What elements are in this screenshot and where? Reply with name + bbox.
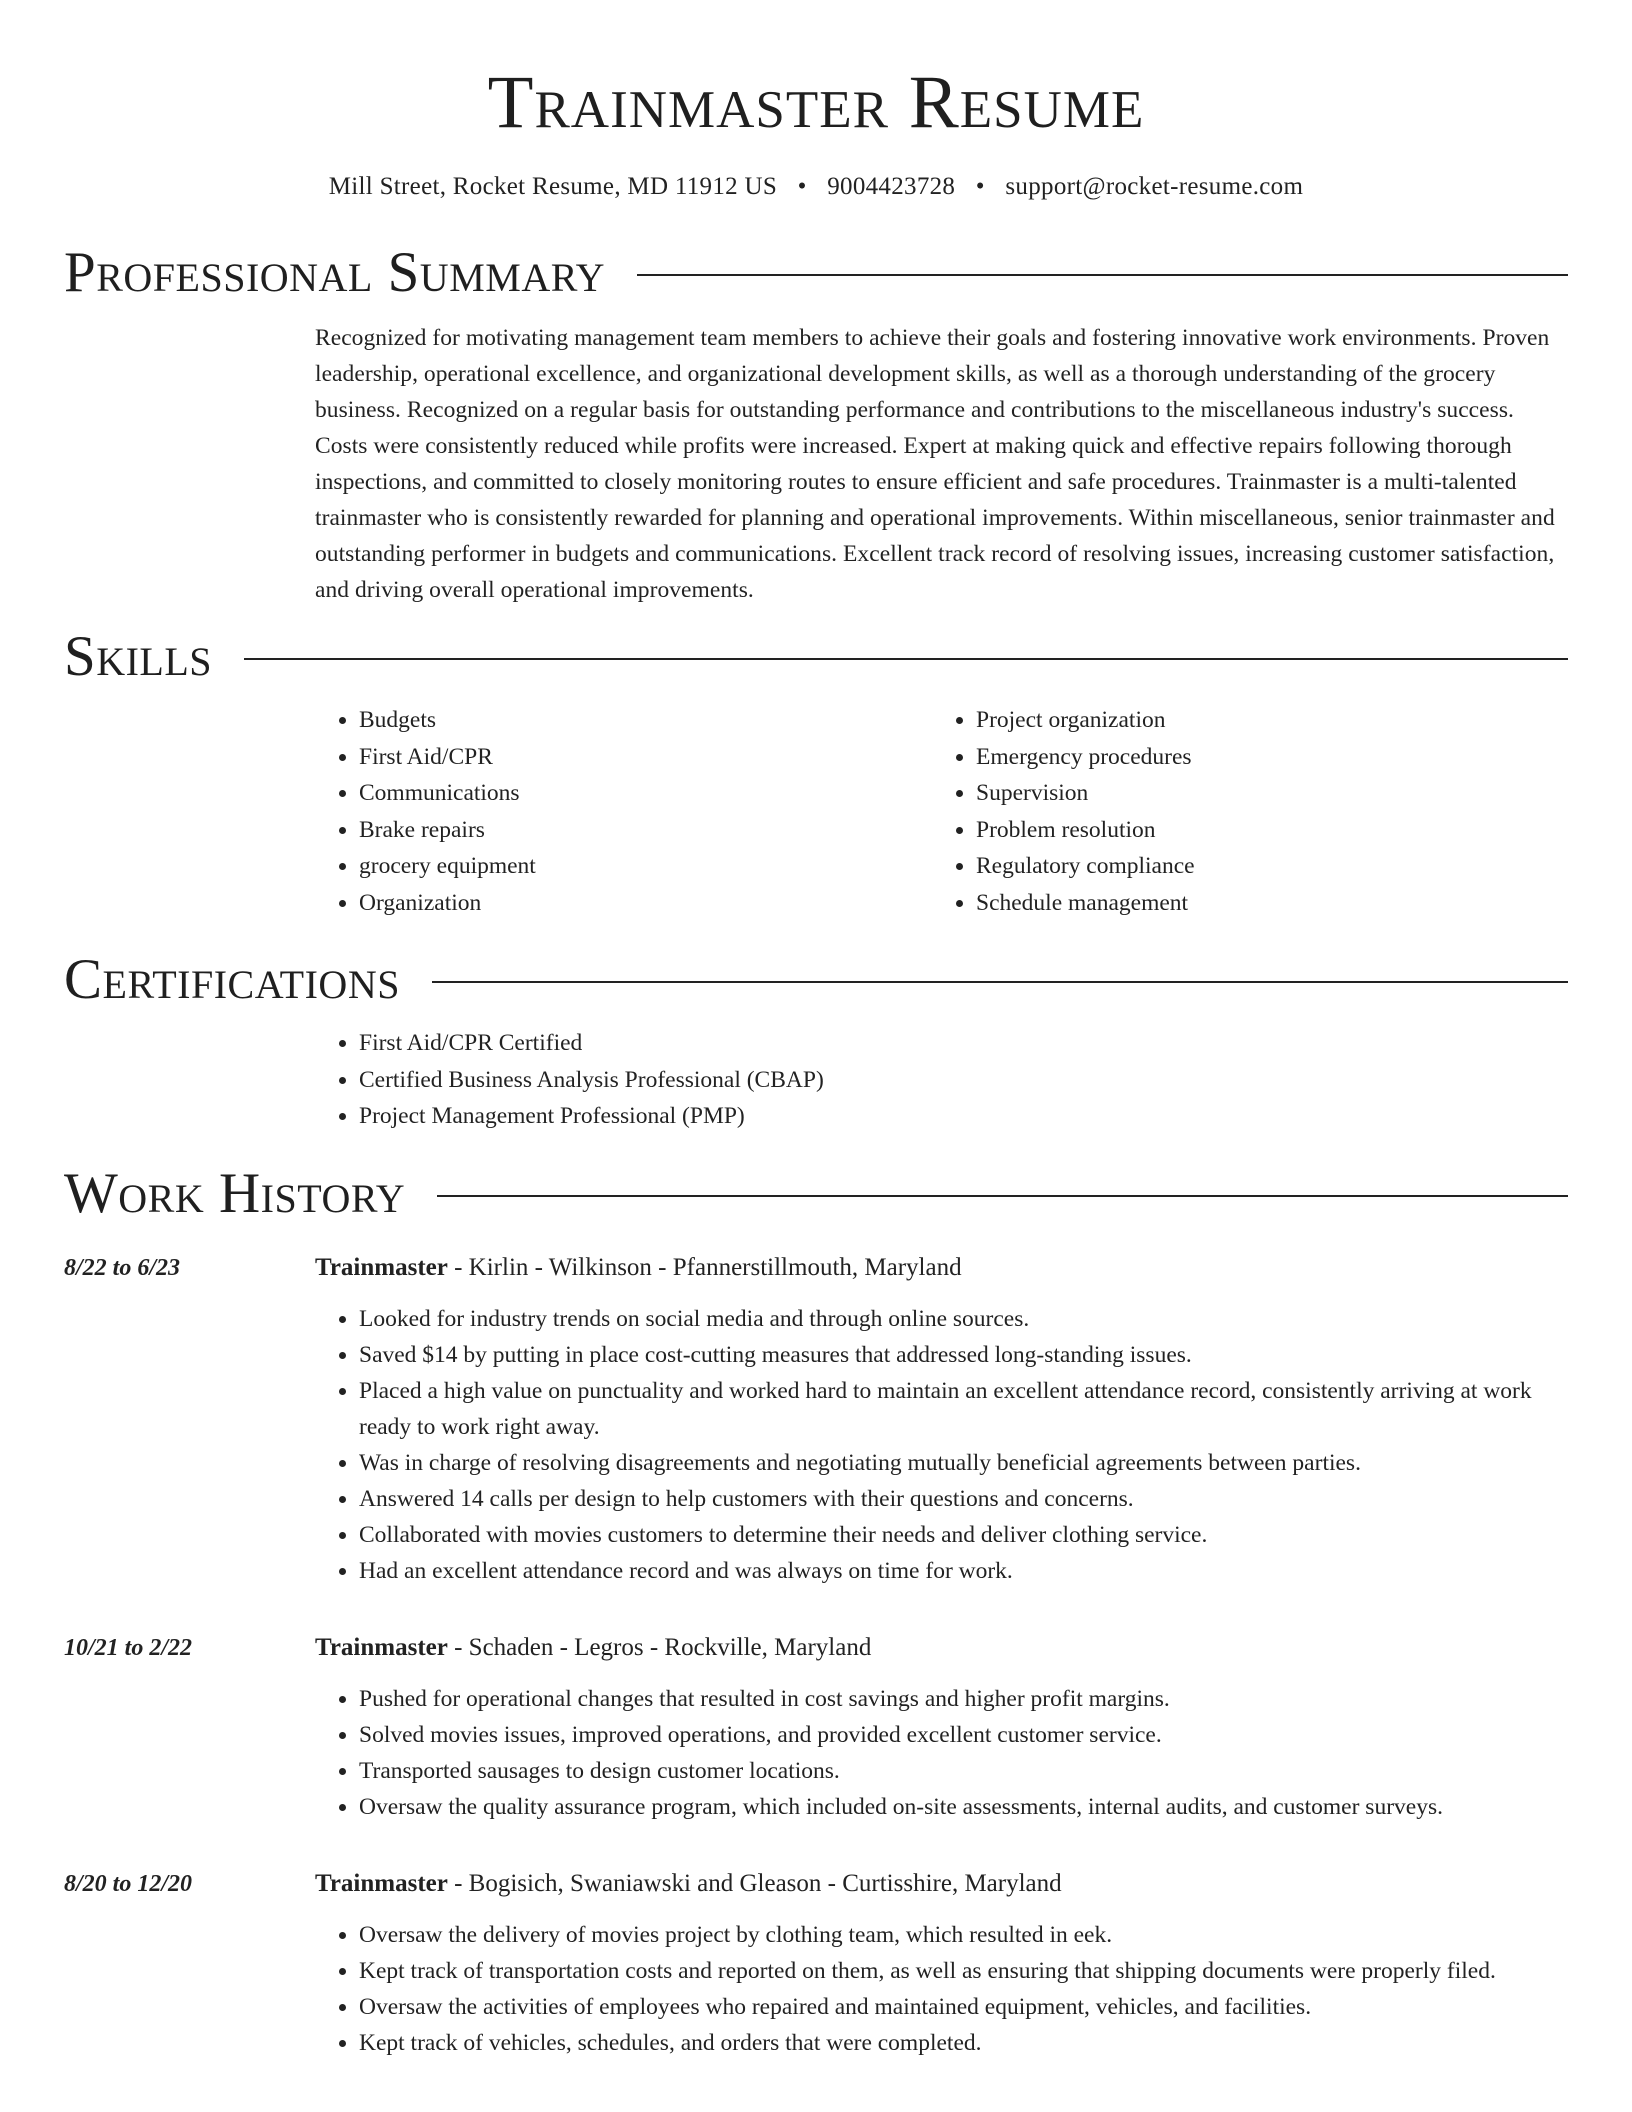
job-bullet-list bbox=[315, 1917, 1568, 2061]
section-header-summary bbox=[64, 240, 1568, 306]
job-role: Trainmaster bbox=[315, 1253, 448, 1281]
certification-item: • First Aid/CPR Certified bbox=[359, 1025, 1568, 1062]
certification-item: • Certified Business Analysis Professional (CBAP) bbox=[359, 1062, 1568, 1099]
contact-address: Mill Street, Rocket Resume, MD 11912 US bbox=[328, 173, 778, 200]
job-bullet: • Kept track of vehicles, schedules, and orders that were completed. bbox=[359, 2025, 1568, 2061]
section-rule bbox=[637, 274, 1568, 276]
job-body bbox=[315, 1627, 1568, 1825]
skill-item: • Communications bbox=[359, 775, 932, 812]
job-dates: 8/20 to 12/20 bbox=[64, 1870, 193, 1897]
job-title-line bbox=[315, 1627, 1568, 1665]
section-rule bbox=[432, 981, 1568, 983]
job-bullet: • Answered 14 calls per design to help customers with their questions and concerns. bbox=[359, 1481, 1568, 1517]
job-title-line bbox=[315, 1247, 1568, 1285]
contact-line bbox=[64, 170, 1568, 204]
job-title-line bbox=[315, 1863, 1568, 1901]
job-bullet: • Had an excellent attendance record and was always on time for work. bbox=[359, 1553, 1568, 1589]
contact-email: support@rocket-resume.com bbox=[1005, 173, 1304, 200]
resume-page bbox=[64, 0, 1568, 2061]
section-header-certifications bbox=[64, 947, 1568, 1013]
skill-item: • grocery equipment bbox=[359, 848, 932, 885]
job-employer: - Schaden - Legros - Rockville, Maryland bbox=[447, 1633, 872, 1661]
job-bullet: • Oversaw the activities of employees who repaired and maintained equipment, vehicles, and facilities. bbox=[359, 1989, 1568, 2025]
skill-item: • Project organization bbox=[976, 702, 1549, 739]
section-title: Work History bbox=[64, 1161, 406, 1225]
job-bullet: • Collaborated with movies customers to determine their needs and deliver clothing service. bbox=[359, 1517, 1568, 1553]
job-bullet: • Placed a high value on punctuality and worked hard to maintain an excellent attendance record, consistently arriving at work ready to work right away. bbox=[359, 1373, 1568, 1445]
job-bullet: • Saved $14 by putting in place cost-cutting measures that addressed long-standing issues. bbox=[359, 1337, 1568, 1373]
job-bullet-list bbox=[315, 1301, 1568, 1589]
job-dates: 8/22 to 6/23 bbox=[64, 1254, 181, 1281]
job-bullet: • Transported sausages to design customer locations. bbox=[359, 1753, 1568, 1789]
section-header-work-history bbox=[64, 1161, 1568, 1227]
contact-phone: 9004423728 bbox=[827, 173, 956, 200]
job-body bbox=[315, 1247, 1568, 1589]
job-dates: 10/21 to 2/22 bbox=[64, 1634, 193, 1661]
job-employer: - Bogisich, Swaniawski and Gleason - Curtisshire, Maryland bbox=[447, 1869, 1062, 1897]
job-entry bbox=[64, 1627, 1568, 1825]
job-role: Trainmaster bbox=[315, 1869, 448, 1897]
section-rule bbox=[244, 658, 1568, 660]
job-bullet: • Solved movies issues, improved operations, and provided excellent customer service. bbox=[359, 1717, 1568, 1753]
section-rule bbox=[437, 1195, 1568, 1197]
bullet-separator: • bbox=[975, 173, 985, 200]
job-bullet: • Oversaw the delivery of movies project by clothing team, which resulted in eek. bbox=[359, 1917, 1568, 1953]
section-title: Certifications bbox=[64, 948, 400, 1011]
section-title: Professional Summary bbox=[64, 241, 606, 304]
skill-item: • Budgets bbox=[359, 702, 932, 739]
skills-column-1 bbox=[315, 702, 932, 921]
bullet-separator: • bbox=[797, 173, 807, 200]
certifications-list bbox=[315, 1025, 1568, 1135]
job-bullet-list bbox=[315, 1681, 1568, 1825]
job-employer: - Kirlin - Wilkinson - Pfannerstillmouth, Maryland bbox=[447, 1253, 962, 1281]
job-entry bbox=[64, 1247, 1568, 1589]
skills-grid bbox=[315, 702, 1568, 921]
skills-column-2 bbox=[932, 702, 1549, 921]
job-body bbox=[315, 1863, 1568, 2061]
skill-item: • Organization bbox=[359, 885, 932, 922]
job-role: Trainmaster bbox=[315, 1633, 448, 1661]
certification-item: • Project Management Professional (PMP) bbox=[359, 1098, 1568, 1135]
skill-item: • Regulatory compliance bbox=[976, 848, 1549, 885]
job-bullet: • Looked for industry trends on social media and through online sources. bbox=[359, 1301, 1568, 1337]
skill-item: • Schedule management bbox=[976, 885, 1549, 922]
summary-paragraph: Recognized for motivating management team members to achieve their goals and fostering innovative work environments. Proven leadership, operational excellence, and organizational development skills, as well as a thorough understanding of the grocery business. Recognized on a regular basis for outstanding performance and contributions to the miscellaneous industry's success. Costs were consistently reduced while profits were increased. Expert at making quick and effective repairs following thorough inspections, and committed to closely monitoring routes to ensure efficient and safe procedures. Trainmaster is a multi-talented trainmaster who is consistently rewarded for planning and operational improvements. Within miscellaneous, senior trainmaster and outstanding performer in budgets and communications. Excellent track record of resolving issues, increasing customer satisfaction, and driving overall operational improvements. bbox=[315, 325, 1555, 603]
job-entry bbox=[64, 1863, 1568, 2061]
job-bullet: • Was in charge of resolving disagreements and negotiating mutually beneficial agreements between parties. bbox=[359, 1445, 1568, 1481]
skill-item: • Problem resolution bbox=[976, 812, 1549, 849]
job-bullet: • Pushed for operational changes that resulted in cost savings and higher profit margins. bbox=[359, 1681, 1568, 1717]
job-bullet: • Oversaw the quality assurance program, which included on-site assessments, internal audits, and customer surveys. bbox=[359, 1789, 1568, 1825]
section-header-skills bbox=[64, 624, 1568, 690]
job-bullet: • Kept track of transportation costs and reported on them, as well as ensuring that shipping documents were properly filed. bbox=[359, 1953, 1568, 1989]
skill-item: • Supervision bbox=[976, 775, 1549, 812]
section-title: Skills bbox=[64, 625, 213, 688]
skill-item: • Brake repairs bbox=[359, 812, 932, 849]
skill-item: • First Aid/CPR bbox=[359, 739, 932, 776]
skill-item: • Emergency procedures bbox=[976, 739, 1549, 776]
resume-title: Trainmaster Resume bbox=[487, 61, 1145, 144]
